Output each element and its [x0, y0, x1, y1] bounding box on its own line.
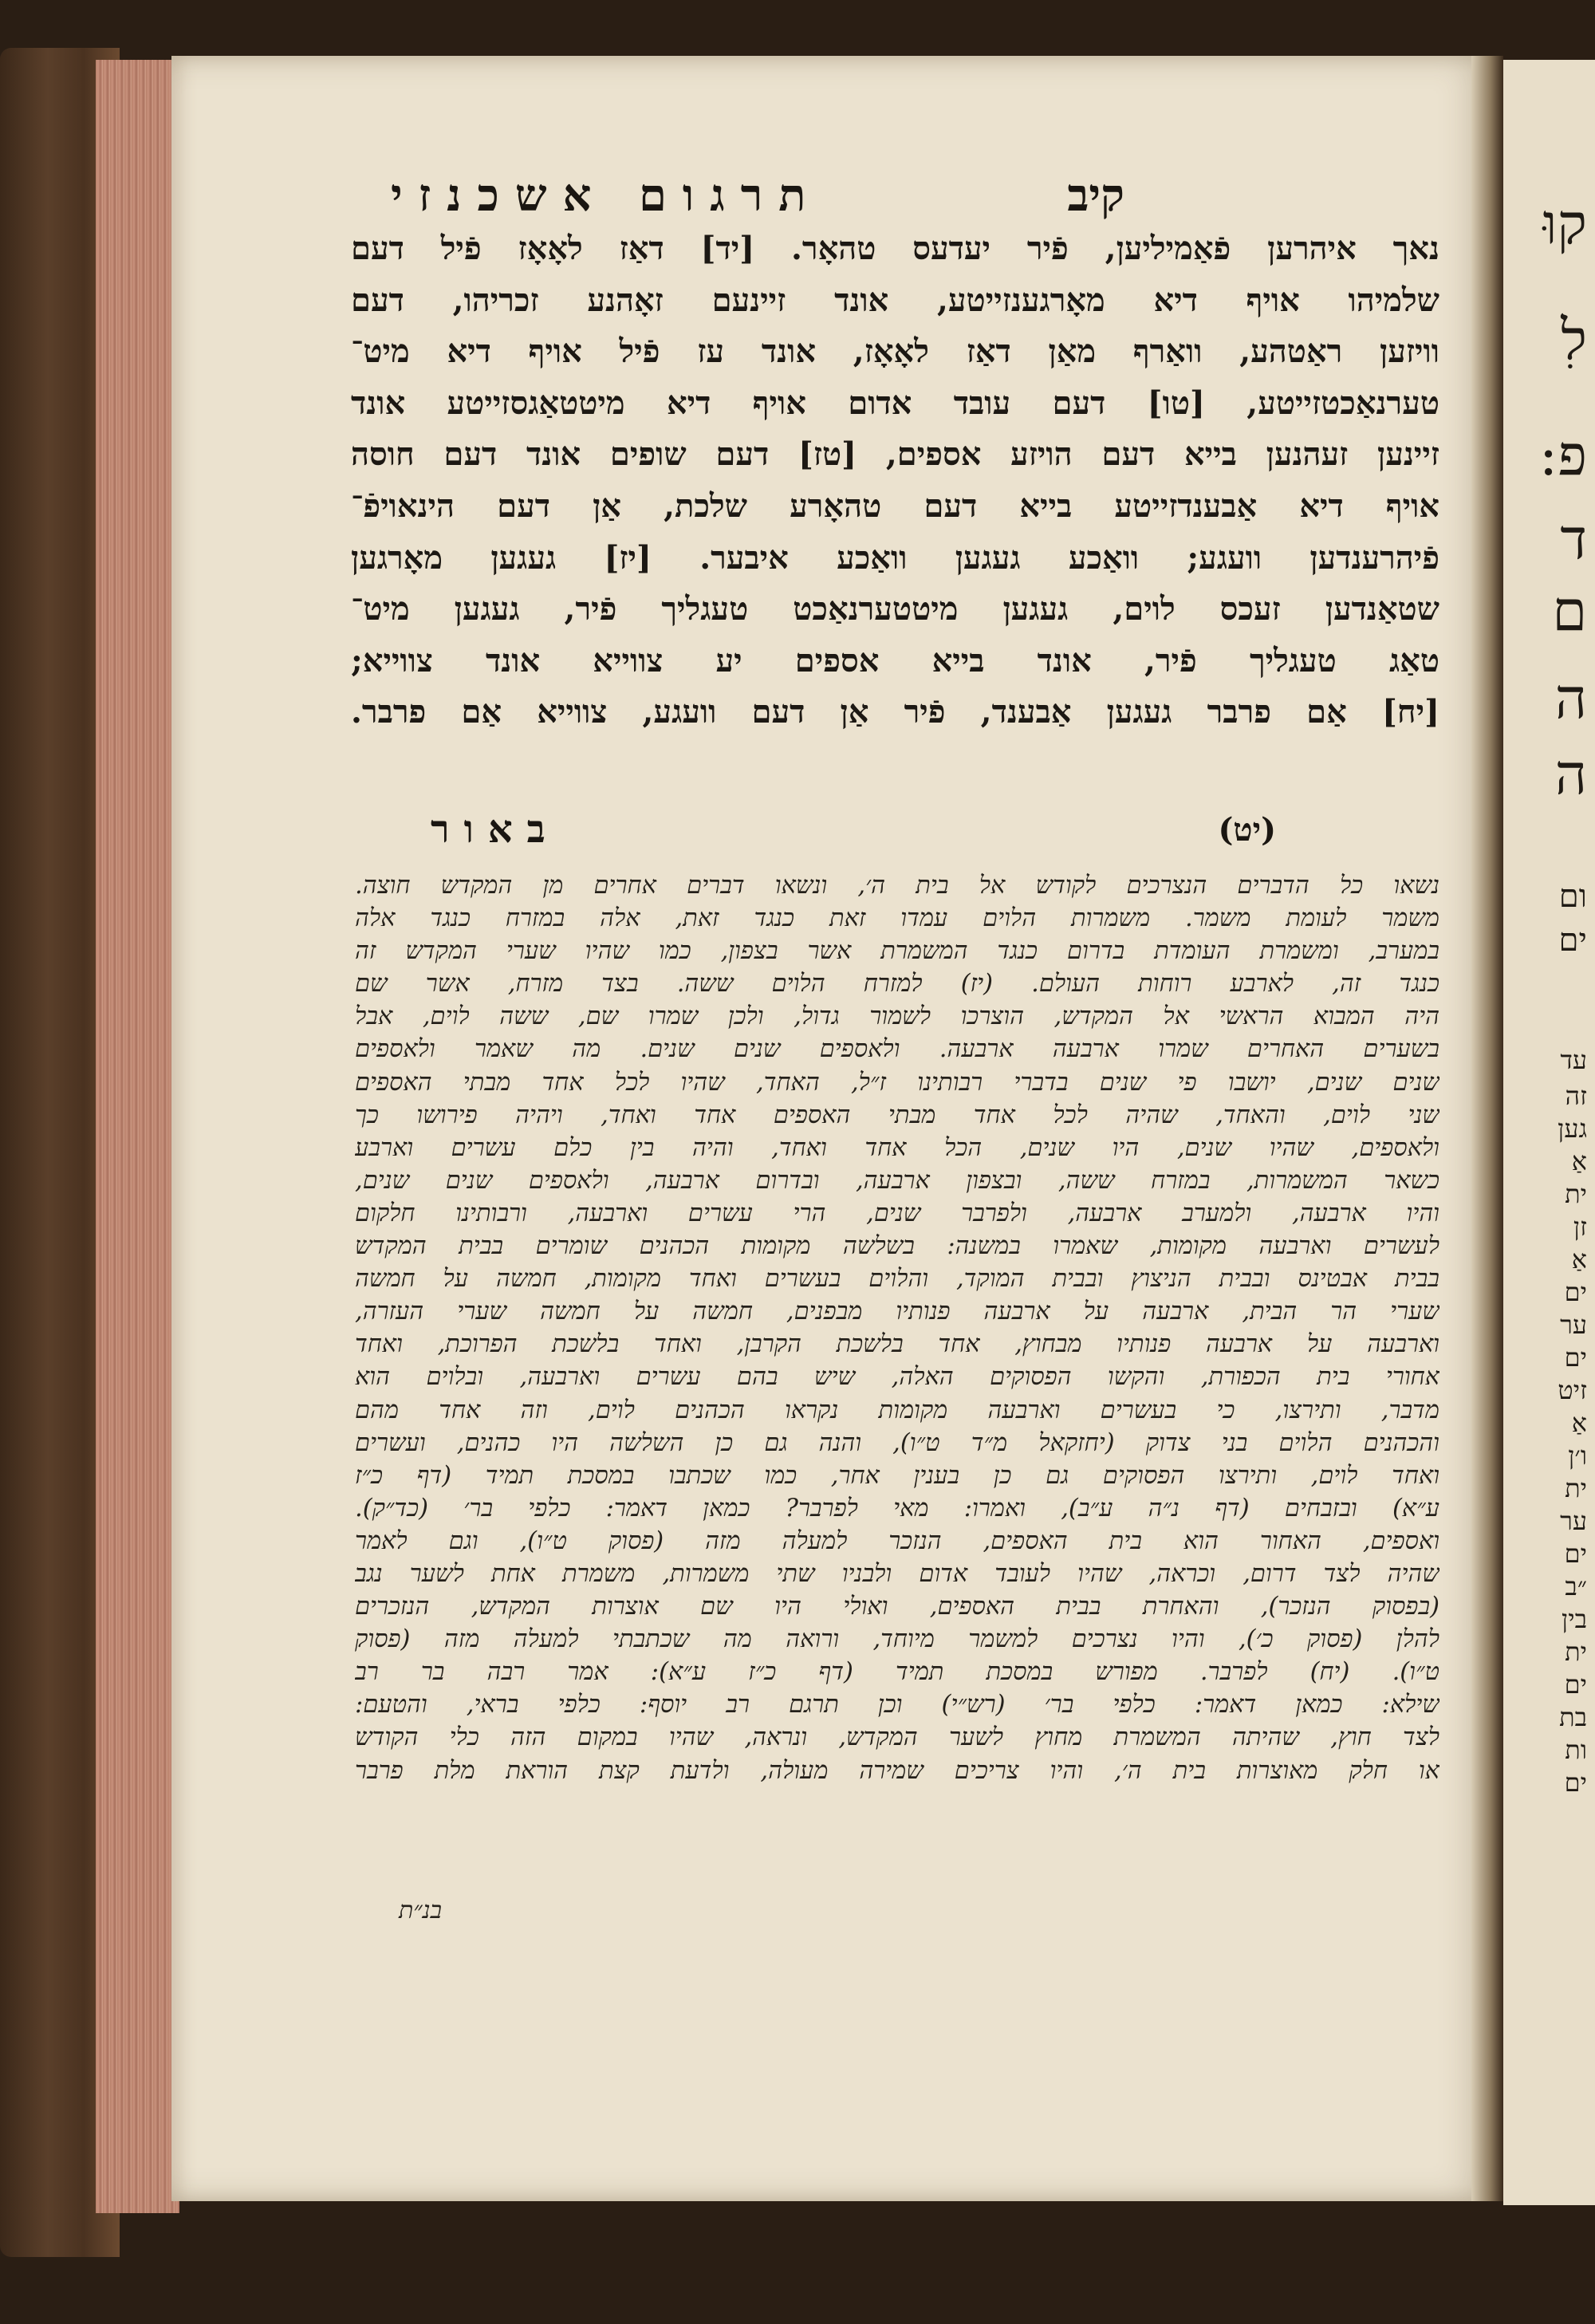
facing-text-fragment: ער — [1560, 1310, 1587, 1340]
facing-text-fragment: ״ב — [1565, 1571, 1587, 1601]
facing-text-fragment: זה — [1565, 1081, 1587, 1111]
facing-page-fragment — [1503, 60, 1595, 2205]
facing-text-fragment: ים — [1564, 1767, 1587, 1798]
page-header — [391, 160, 1124, 231]
text-line: וויזען ראַטהע, וואַרף מאַן דאַז לאָאָז, אונד עז פֿיל אויף דיא מיט־ — [351, 333, 1439, 371]
text-line: אויף דיא אַבענדזייטע בייא דעם טהאָרע שלכת, אַן דעם הינאויפֿ־ — [351, 486, 1439, 525]
facing-text-fragment: ית — [1565, 1179, 1587, 1209]
facing-text-fragment: בת — [1559, 1702, 1587, 1732]
commentary-line: שילא: כמאן דאמר: כלפי בר׳ (רש״י) וכן תרגם רב יוסף: כלפי בראי, והטעם: — [355, 1691, 1439, 1719]
facing-text-fragment: ים — [1564, 1669, 1587, 1700]
facing-text-fragment: ה — [1554, 742, 1587, 807]
facing-text-fragment: גען — [1558, 1113, 1587, 1144]
facing-text-fragment: ית — [1565, 1473, 1587, 1503]
commentary-line: כנגד זה, לארבע רוחות העולם. (יז) למזרח הלוים ששה. בצד מזרח, אשר שם — [355, 970, 1439, 999]
page-number: קיב — [1067, 169, 1124, 222]
text-line: נאך איהרען פֿאַמיליען, פֿיר יעדעס טהאָר. [יד] דאַז לאָאָז פֿיל דעם — [351, 230, 1439, 267]
translation-text — [351, 223, 1439, 739]
facing-text-fragment: ים — [1564, 1277, 1587, 1307]
commentary-line: מדבר, ותירצו, כי בעשרים וארבעה מקומות נקראו הכהנים לוים, וזה אחד מהם — [355, 1396, 1439, 1424]
commentary-line: לעשרים וארבעה מקומות, שאמרו במשנה: בשלשה מקומות הכהנים שומרים בבית המקדש — [355, 1232, 1439, 1261]
facing-text-fragment: ים — [1564, 1342, 1587, 1373]
commentary-line: ולאספים, שהיו שנים, היו שנים, הכל אחד ואחד, והיה בין כלם עשרים וארבע — [355, 1133, 1439, 1162]
facing-text-fragment: ד — [1560, 506, 1587, 572]
commentary-line: או חלק מאוצרות בית ה׳, והיו צריכים שמירה מעולה, ולדעת קצת הוראת מלת פרבר — [355, 1756, 1439, 1785]
commentary-line: במערב, ומשמרת העומדת בדרום כנגד המשמרת אשר בצפון, כמו שהיו שערי המקדש זה — [355, 937, 1439, 966]
text-line: [יח] אַם פרבר געגען אַבענד, פֿיר אַן דעם וועגע, צווייא אַם פרבר. — [351, 693, 1439, 731]
facing-text-fragment: ית — [1565, 1637, 1587, 1667]
facing-text-fragment: ו׳ן — [1568, 1440, 1587, 1471]
facing-text-fragment: ום — [1558, 878, 1587, 915]
commentary-line: משמר לעומת משמר. משמרות הלוים עמדו זאת כנגד זאת, אלה במזרח כנגד אלה — [355, 904, 1439, 933]
commentary-line: היה המבוא הראשי אל המקדש, הוצרכו לשמור גדול, ולכן שמרו שם, ששה לוים, אבל — [355, 1002, 1439, 1031]
text-line: טאַג טעגליך פֿיר, אונד בייא אספים יע צווייא אונד צווייא; — [351, 641, 1439, 679]
commentary-line: שני לוים, והאחד, שהיה לכל אחד מבתי האספים אחד ואחד, ויהיה פירושו כך — [355, 1101, 1439, 1129]
running-title: תרגום אשכנזי — [391, 169, 822, 222]
facing-text-fragment: אַ — [1571, 1244, 1587, 1274]
commentary-line: שהיה לצד דרום, וכראה, שהיו לעובד אדום ולבניו שתי משמרות, משמרת אחת לשער נגב — [355, 1559, 1439, 1588]
verse-marker: (יט) — [1218, 810, 1276, 849]
text-line: פֿיהרענדען וועגע; וואַכע געגען וואַכע איבער. [יז] געגען מאָרגען — [351, 538, 1439, 577]
facing-text-fragment: לִ — [1561, 307, 1587, 372]
facing-text-fragment: פ: — [1538, 423, 1587, 488]
facing-text-fragment: ה — [1554, 666, 1587, 731]
facing-text-fragment: ים — [1564, 1538, 1587, 1569]
facing-text-fragment: בין — [1562, 1604, 1587, 1634]
commentary-text — [355, 869, 1439, 1787]
commentary-line: לצד חוץ, שהיתה המשמרת מחוץ לשער המקדש, ונראה, שהיו במקום הזה כלי הקודש — [355, 1723, 1439, 1752]
facing-text-fragment: ם — [1552, 578, 1587, 644]
facing-text-fragment: זן — [1573, 1211, 1587, 1242]
facing-text-fragment: אַ — [1571, 1146, 1587, 1176]
facing-text-fragment: קוּ — [1542, 191, 1587, 257]
text-line: שלמיהו אויף דיא מאָרגענזייטע, אונד זיינעם זאָהנע זכריהו, דעם — [351, 281, 1439, 319]
facing-text-fragment: זיט — [1558, 1375, 1587, 1405]
section-title: באור — [431, 807, 560, 852]
text-line: זיינען זעהנען בייא דעם הויזע אספים, [טז] דעם שופים אונד דעם חוסה — [351, 435, 1439, 474]
commentary-line: שנים שנים, יושבו פי שנים בדברי רבותינו ז״ל, האחד, שהיו לכל אחד מבתי האספים — [355, 1068, 1439, 1097]
commentary-line: והיו ארבעה, ולמערב ארבעה, ולפרבר שנים, הרי עשרים וארבעה, ורבותינו חלקום — [355, 1199, 1439, 1227]
facing-text-fragment: ים — [1558, 922, 1587, 959]
text-line: טערנאַכטזייטע, [טו] דעם עובד אדום אויף דיא מיטטאַגסזייטע אונד — [351, 384, 1439, 422]
catchword: בנ״ת — [399, 1897, 442, 1924]
commentary-line: (בפסוק הנזכר), והאחרת בבית האספים, ואולי היו שם אוצרות המקדש, הנזכרים — [355, 1593, 1439, 1621]
facing-text-fragment: עד — [1560, 1045, 1587, 1075]
commentary-line: בשערים האחרים שמרו ארבעה ארבעה. ולאספים שנים שנים. מה שאמר ולאספים — [355, 1035, 1439, 1064]
commentary-line: והכהנים הלוים בני צדוק (יחזקאל מ״ד ט״ו), והנה גם כן השלשה היו כהנים, ועשרים — [355, 1428, 1439, 1457]
commentary-line: ואחד לוים, ותירצו הפסוקים גם כן בענין אחר, כמו שכתבו במסכת תמיד (דף כ״ז — [355, 1461, 1439, 1490]
text-line: שטאַנדען זעכס לוים, געגען מיטטערנאַכט טעגליך פֿיר, געגען מיט־ — [351, 590, 1439, 628]
commentary-line: ע״א) ובזבחים (דף נ״ה ע״ב), ואמרו: מאי לפרבר? כמאן דאמר: כלפי בר׳ (כד״ק). — [355, 1494, 1439, 1522]
page-edges — [96, 60, 179, 2213]
facing-text-fragment: ער — [1560, 1506, 1587, 1536]
facing-text-fragment: ות — [1565, 1735, 1587, 1765]
book-gutter — [1471, 56, 1503, 2201]
commentary-line: שערי הר הבית, ארבעה על ארבעה פנותיו מבפנים, חמשה על חמשה שערי העזרה, — [355, 1298, 1439, 1326]
commentary-heading — [431, 806, 1276, 853]
commentary-line: כשאר המשמרות, במזרח ששה, ובצפון ארבעה, ובדרום ארבעה, ולאספים שנים שנים, — [355, 1166, 1439, 1195]
commentary-line: בבית אבטינס ובבית הניצוץ ובבית המוקד, והלוים בעשרים ואחד מקומות, חמשה על חמשה — [355, 1265, 1439, 1294]
commentary-line: וארבעה על ארבעה פנותיו מבחוץ, אחד בלשכת הקרבן, ואחד בלשכת הפרוכת, ואחד — [355, 1330, 1439, 1359]
commentary-line: אחורי בית הכפורת, והקשו הפסוקים האלה, שיש בהם עשרים וארבעה, ובלוים הוא — [355, 1363, 1439, 1392]
commentary-line: ט״ו). (יח) לפרבר. מפורש במסכת תמיד (דף כ״ז ע״א): אמר רבה בר רב — [355, 1658, 1439, 1687]
facing-text-fragment: אַ — [1571, 1408, 1587, 1438]
commentary-line: להלן (פסוק כ׳), והיו נצרכים למשמר מיוחד, ורואה מה שכתבתי למעלה מזה (פסוק — [355, 1625, 1439, 1654]
commentary-line: ואספים, האחור הוא בית האספים, הנזכר למעלה מזה (פסוק ט״ו), וגם לאמר — [355, 1526, 1439, 1555]
commentary-line: נשאו כל הדברים הנצרכים לקודש אל בית ה׳, ונשאו דברים אחרים מן המקדש חוצה. — [355, 872, 1439, 900]
